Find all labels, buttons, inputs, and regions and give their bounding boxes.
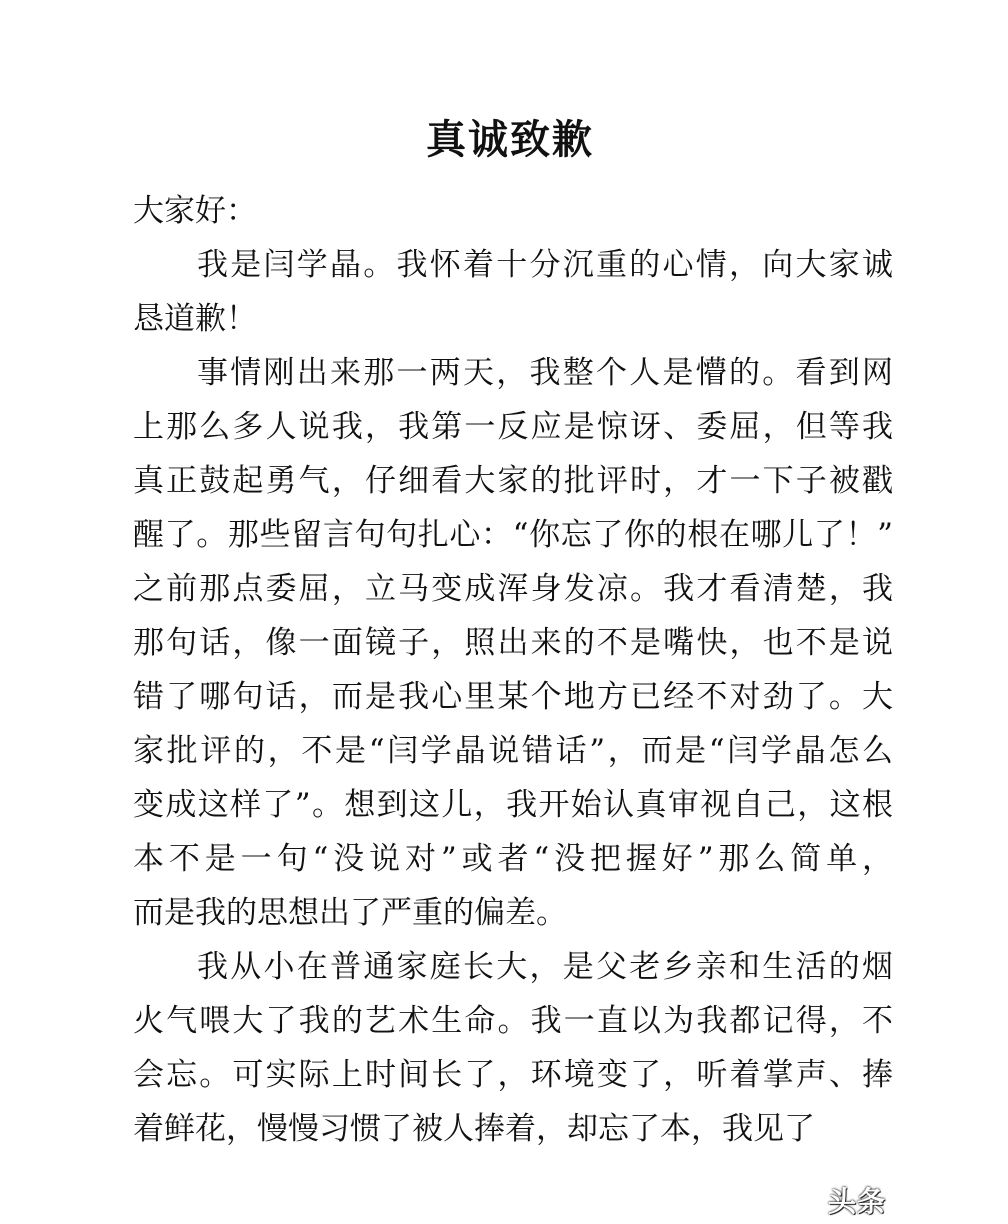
paragraph-line: 上那么多人说我，我第一反应是惊讶、委屈，但等我 [133,409,893,445]
paragraph-line: 我从小在普通家庭长大，是父老乡亲和生活的烟 [197,949,893,985]
paragraph-line: 我是闫学晶。我怀着十分沉重的心情，向大家诚 [197,247,893,283]
paragraph-line: 醒了。那些留言句句扎心：“你忘了你的根在哪儿了！” [133,517,893,553]
salutation: 大家好： [133,193,257,229]
paragraph-line: 着鲜花，慢慢习惯了被人捧着，却忘了本，我见了 [133,1111,815,1147]
document-body [133,184,893,1156]
paragraph-line: 火气喂大了我的艺术生命。我一直以为我都记得，不 [133,1003,893,1039]
paragraph-line: 变成这样了”。想到这儿，我开始认真审视自己，这根 [133,787,893,823]
paragraph-line: 会忘。可实际上时间长了，环境变了，听着掌声、捧 [133,1057,893,1093]
document-title: 真诚致歉 [426,116,594,163]
paragraph-line: 本不是一句“没说对”或者“没把握好”那么简单， [133,841,893,877]
paragraph-line: 之前那点委屈，立马变成浑身发凉。我才看清楚，我 [133,571,893,607]
paragraph-line: 恳道歉！ [133,301,257,337]
paragraph-line: 那句话，像一面镜子，照出来的不是嘴快，也不是说 [133,625,893,661]
paragraph-line: 事情刚出来那一两天，我整个人是懵的。看到网 [197,355,893,391]
watermark-logo: 头条 [827,1186,886,1217]
paragraph-line: 真正鼓起勇气，仔细看大家的批评时，才一下子被戳 [133,463,893,499]
paragraph-line: 家批评的，不是“闫学晶说错话”，而是“闫学晶怎么 [133,733,893,769]
paragraph-line: 错了哪句话，而是我心里某个地方已经不对劲了。大 [133,679,893,715]
paragraph-line: 而是我的思想出了严重的偏差。 [133,895,567,931]
